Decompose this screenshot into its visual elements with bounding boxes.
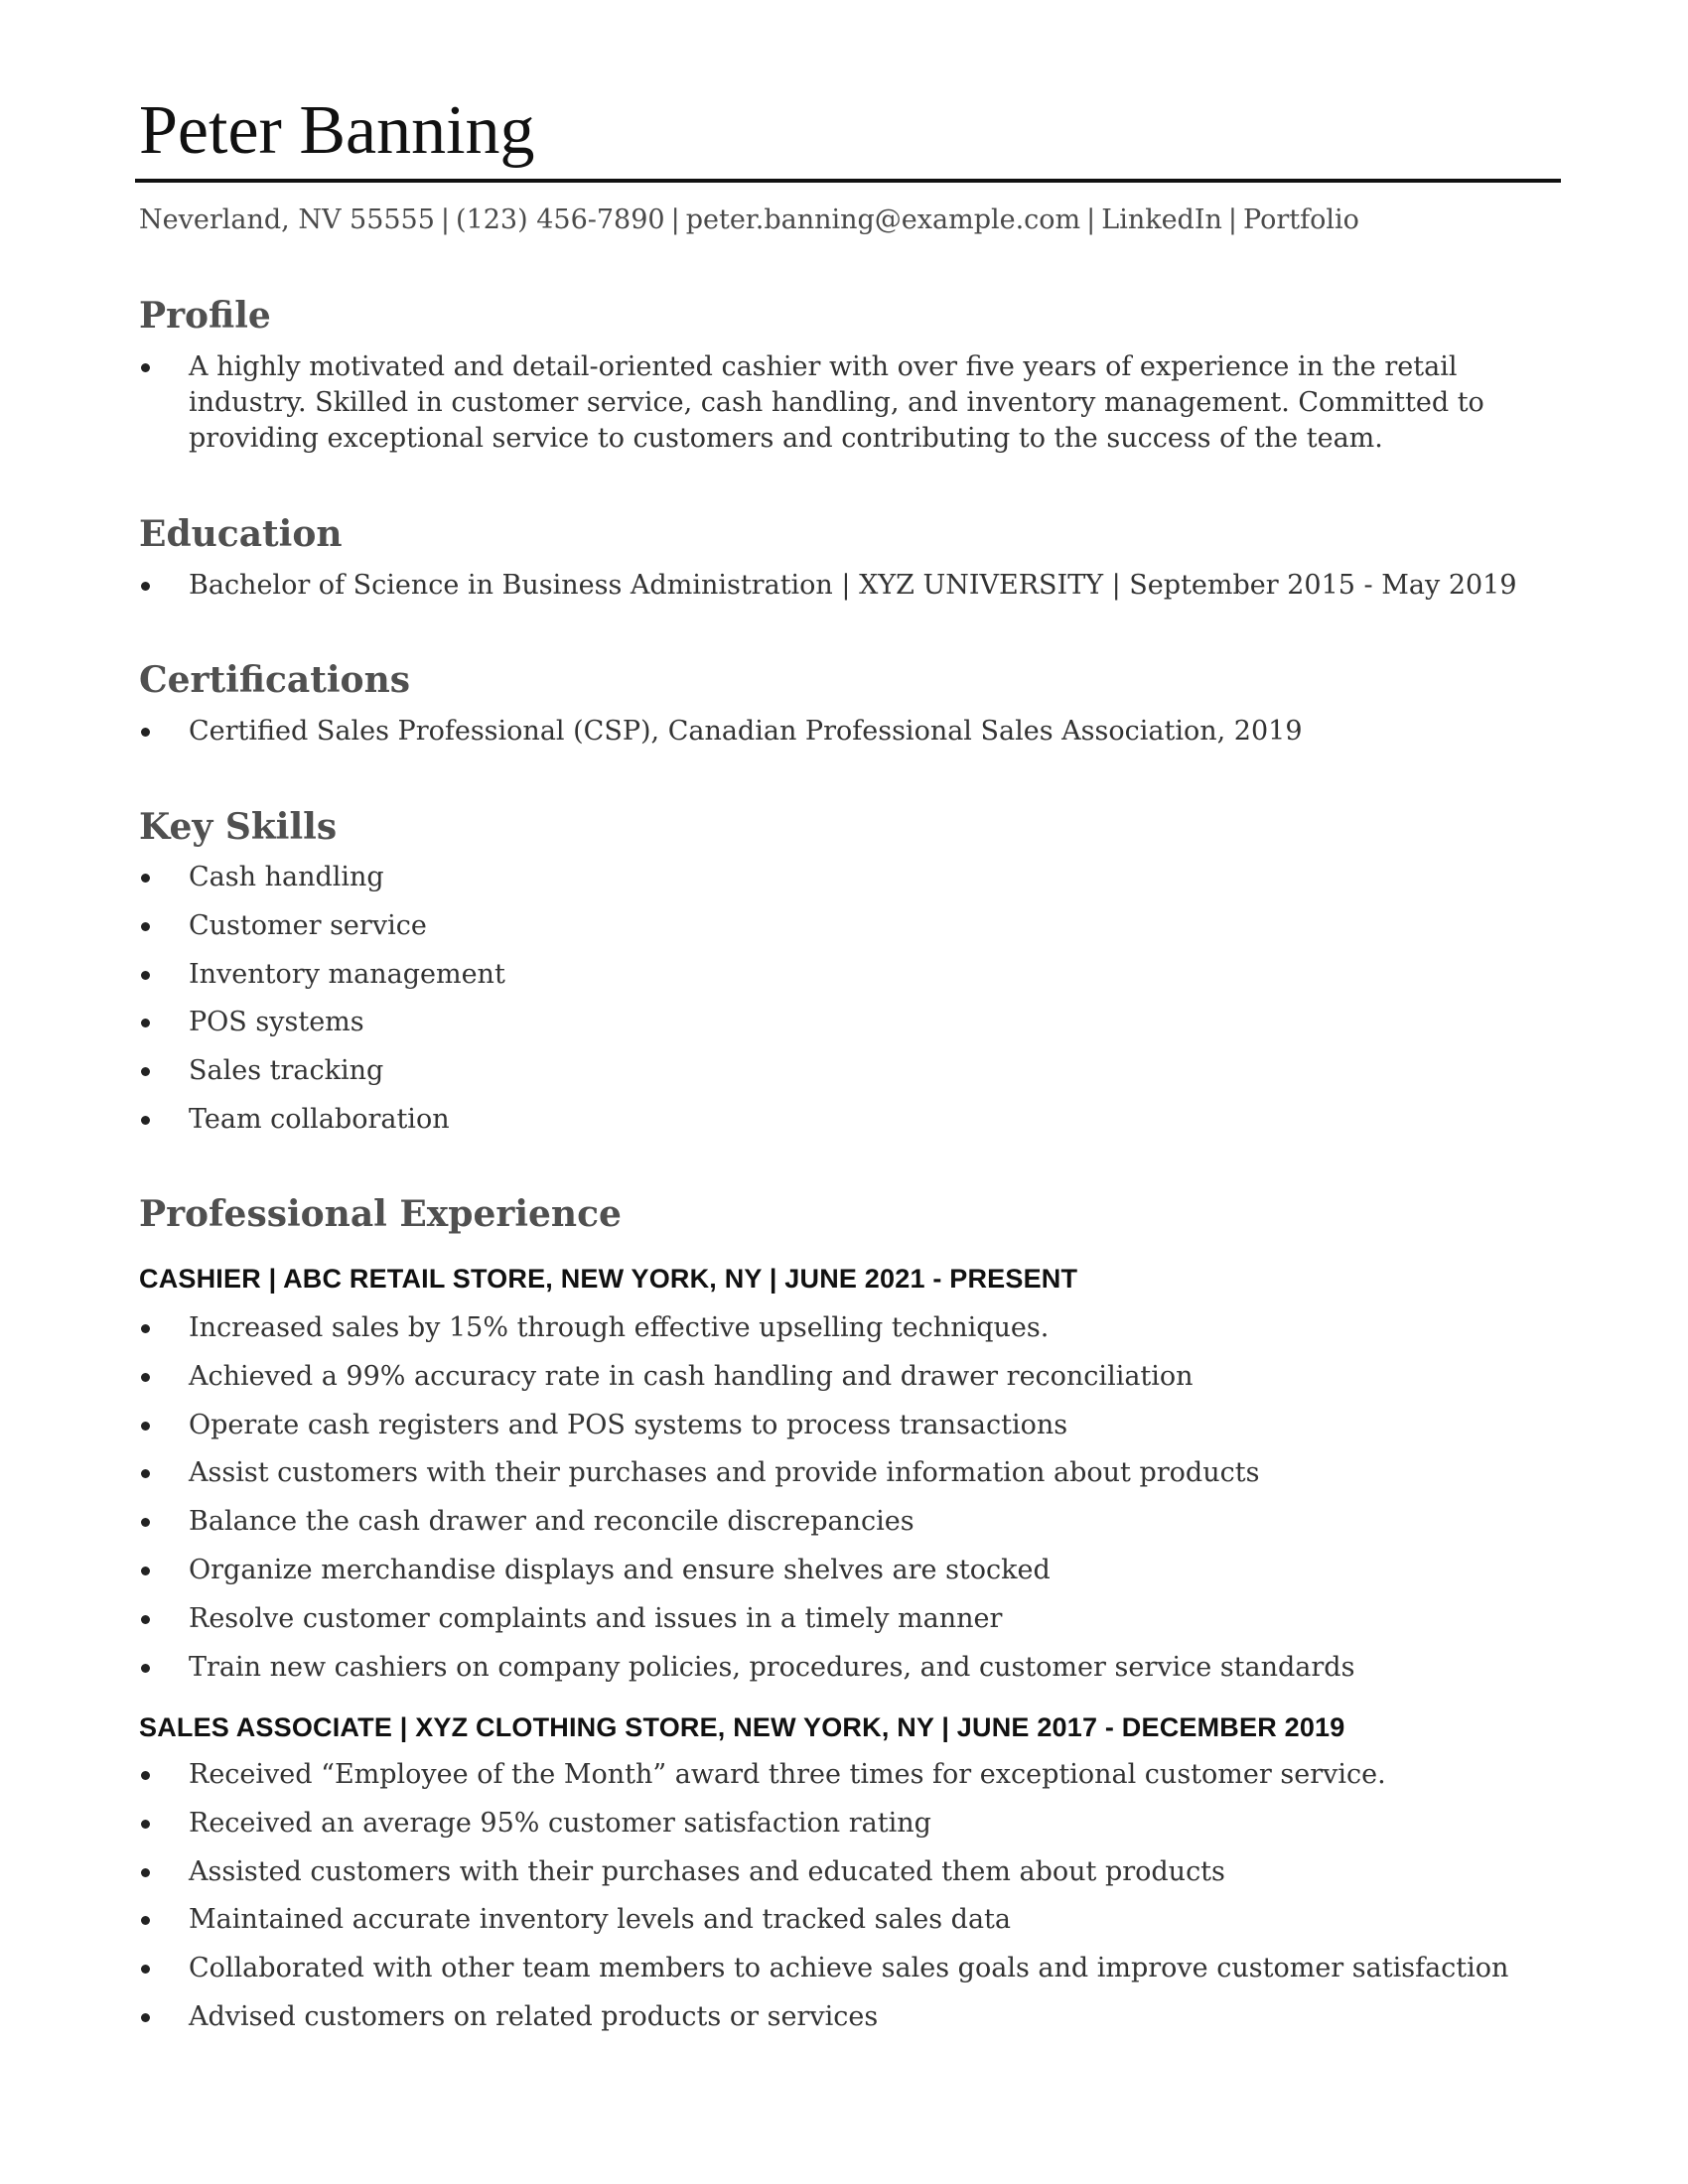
contact-email[interactable]: peter.banning@example.com — [685, 205, 1081, 235]
profile-list — [139, 349, 1559, 457]
skill-item: Inventory management — [139, 957, 1559, 1006]
skill-item: Customer service — [139, 908, 1559, 957]
job-bullet: Increased sales by 15% through effective upselling techniques. — [139, 1310, 1559, 1359]
section-title-profile: Profile — [139, 295, 271, 337]
skill-item: Cash handling — [139, 860, 1559, 908]
header-divider — [135, 179, 1561, 183]
job-heading-sales-associate: SALES ASSOCIATE | XYZ CLOTHING STORE, NEW YORK, NY | JUNE 2017 - DECEMBER 2019 — [139, 1712, 1345, 1742]
job-bullet: Maintained accurate inventory levels and tracked sales data — [139, 1902, 1559, 1951]
job-bullet: Achieved a 99% accuracy rate in cash handling and drawer reconciliation — [139, 1359, 1559, 1408]
contact-line — [139, 203, 1359, 238]
education-list — [139, 568, 1559, 616]
job-bullet: Operate cash registers and POS systems to process transactions — [139, 1408, 1559, 1456]
contact-portfolio-link[interactable]: Portfolio — [1243, 205, 1359, 235]
certifications-list — [139, 714, 1559, 762]
job-bullets-sales-associate — [139, 1757, 1559, 2048]
section-title-certifications: Certifications — [139, 659, 411, 701]
contact-location: Neverland, NV 55555 — [139, 205, 435, 235]
job-bullet: Organize merchandise displays and ensure shelves are stocked — [139, 1553, 1559, 1601]
profile-summary: A highly motivated and detail-oriented cashier with over five years of experience in the retail industry. Skilled in customer service, cash handling, and inventory management. Committed to providing exceptional service to customers and contributing to the success of the team. — [139, 349, 1559, 457]
contact-linkedin-link[interactable]: LinkedIn — [1101, 205, 1222, 235]
skill-item: Sales tracking — [139, 1053, 1559, 1102]
job-bullets-cashier — [139, 1310, 1559, 1698]
job-heading-cashier: CASHIER | ABC RETAIL STORE, NEW YORK, NY | JUNE 2021 - PRESENT — [139, 1264, 1078, 1294]
skill-item: POS systems — [139, 1005, 1559, 1053]
job-bullet: Received an average 95% customer satisfaction rating — [139, 1806, 1559, 1854]
contact-separator: | — [1227, 205, 1238, 235]
job-bullet: Assist customers with their purchases and provide information about products — [139, 1455, 1559, 1504]
candidate-name: Peter Banning — [139, 92, 535, 169]
contact-separator: | — [1086, 205, 1096, 235]
contact-separator: | — [440, 205, 451, 235]
skills-list — [139, 860, 1559, 1151]
certification-item: Certified Sales Professional (CSP), Canadian Professional Sales Association, 2019 — [139, 714, 1559, 762]
section-title-experience: Professional Experience — [139, 1193, 622, 1235]
job-bullet: Train new cashiers on company policies, procedures, and customer service standards — [139, 1650, 1559, 1699]
job-bullet: Received “Employee of the Month” award three times for exceptional customer service. — [139, 1757, 1559, 1806]
section-title-education: Education — [139, 513, 343, 555]
job-bullet: Balance the cash drawer and reconcile discrepancies — [139, 1504, 1559, 1553]
skill-item: Team collaboration — [139, 1102, 1559, 1151]
job-bullet: Resolve customer complaints and issues in a timely manner — [139, 1601, 1559, 1650]
education-item: Bachelor of Science in Business Administration | XYZ UNIVERSITY | September 2015 - May 2019 — [139, 568, 1559, 616]
contact-separator: | — [670, 205, 680, 235]
job-bullet: Collaborated with other team members to achieve sales goals and improve customer satisfaction — [139, 1951, 1559, 1999]
contact-phone: (123) 456-7890 — [456, 205, 665, 235]
section-title-key-skills: Key Skills — [139, 806, 338, 848]
job-bullet: Assisted customers with their purchases and educated them about products — [139, 1854, 1559, 1903]
job-bullet: Advised customers on related products or services — [139, 1999, 1559, 2048]
